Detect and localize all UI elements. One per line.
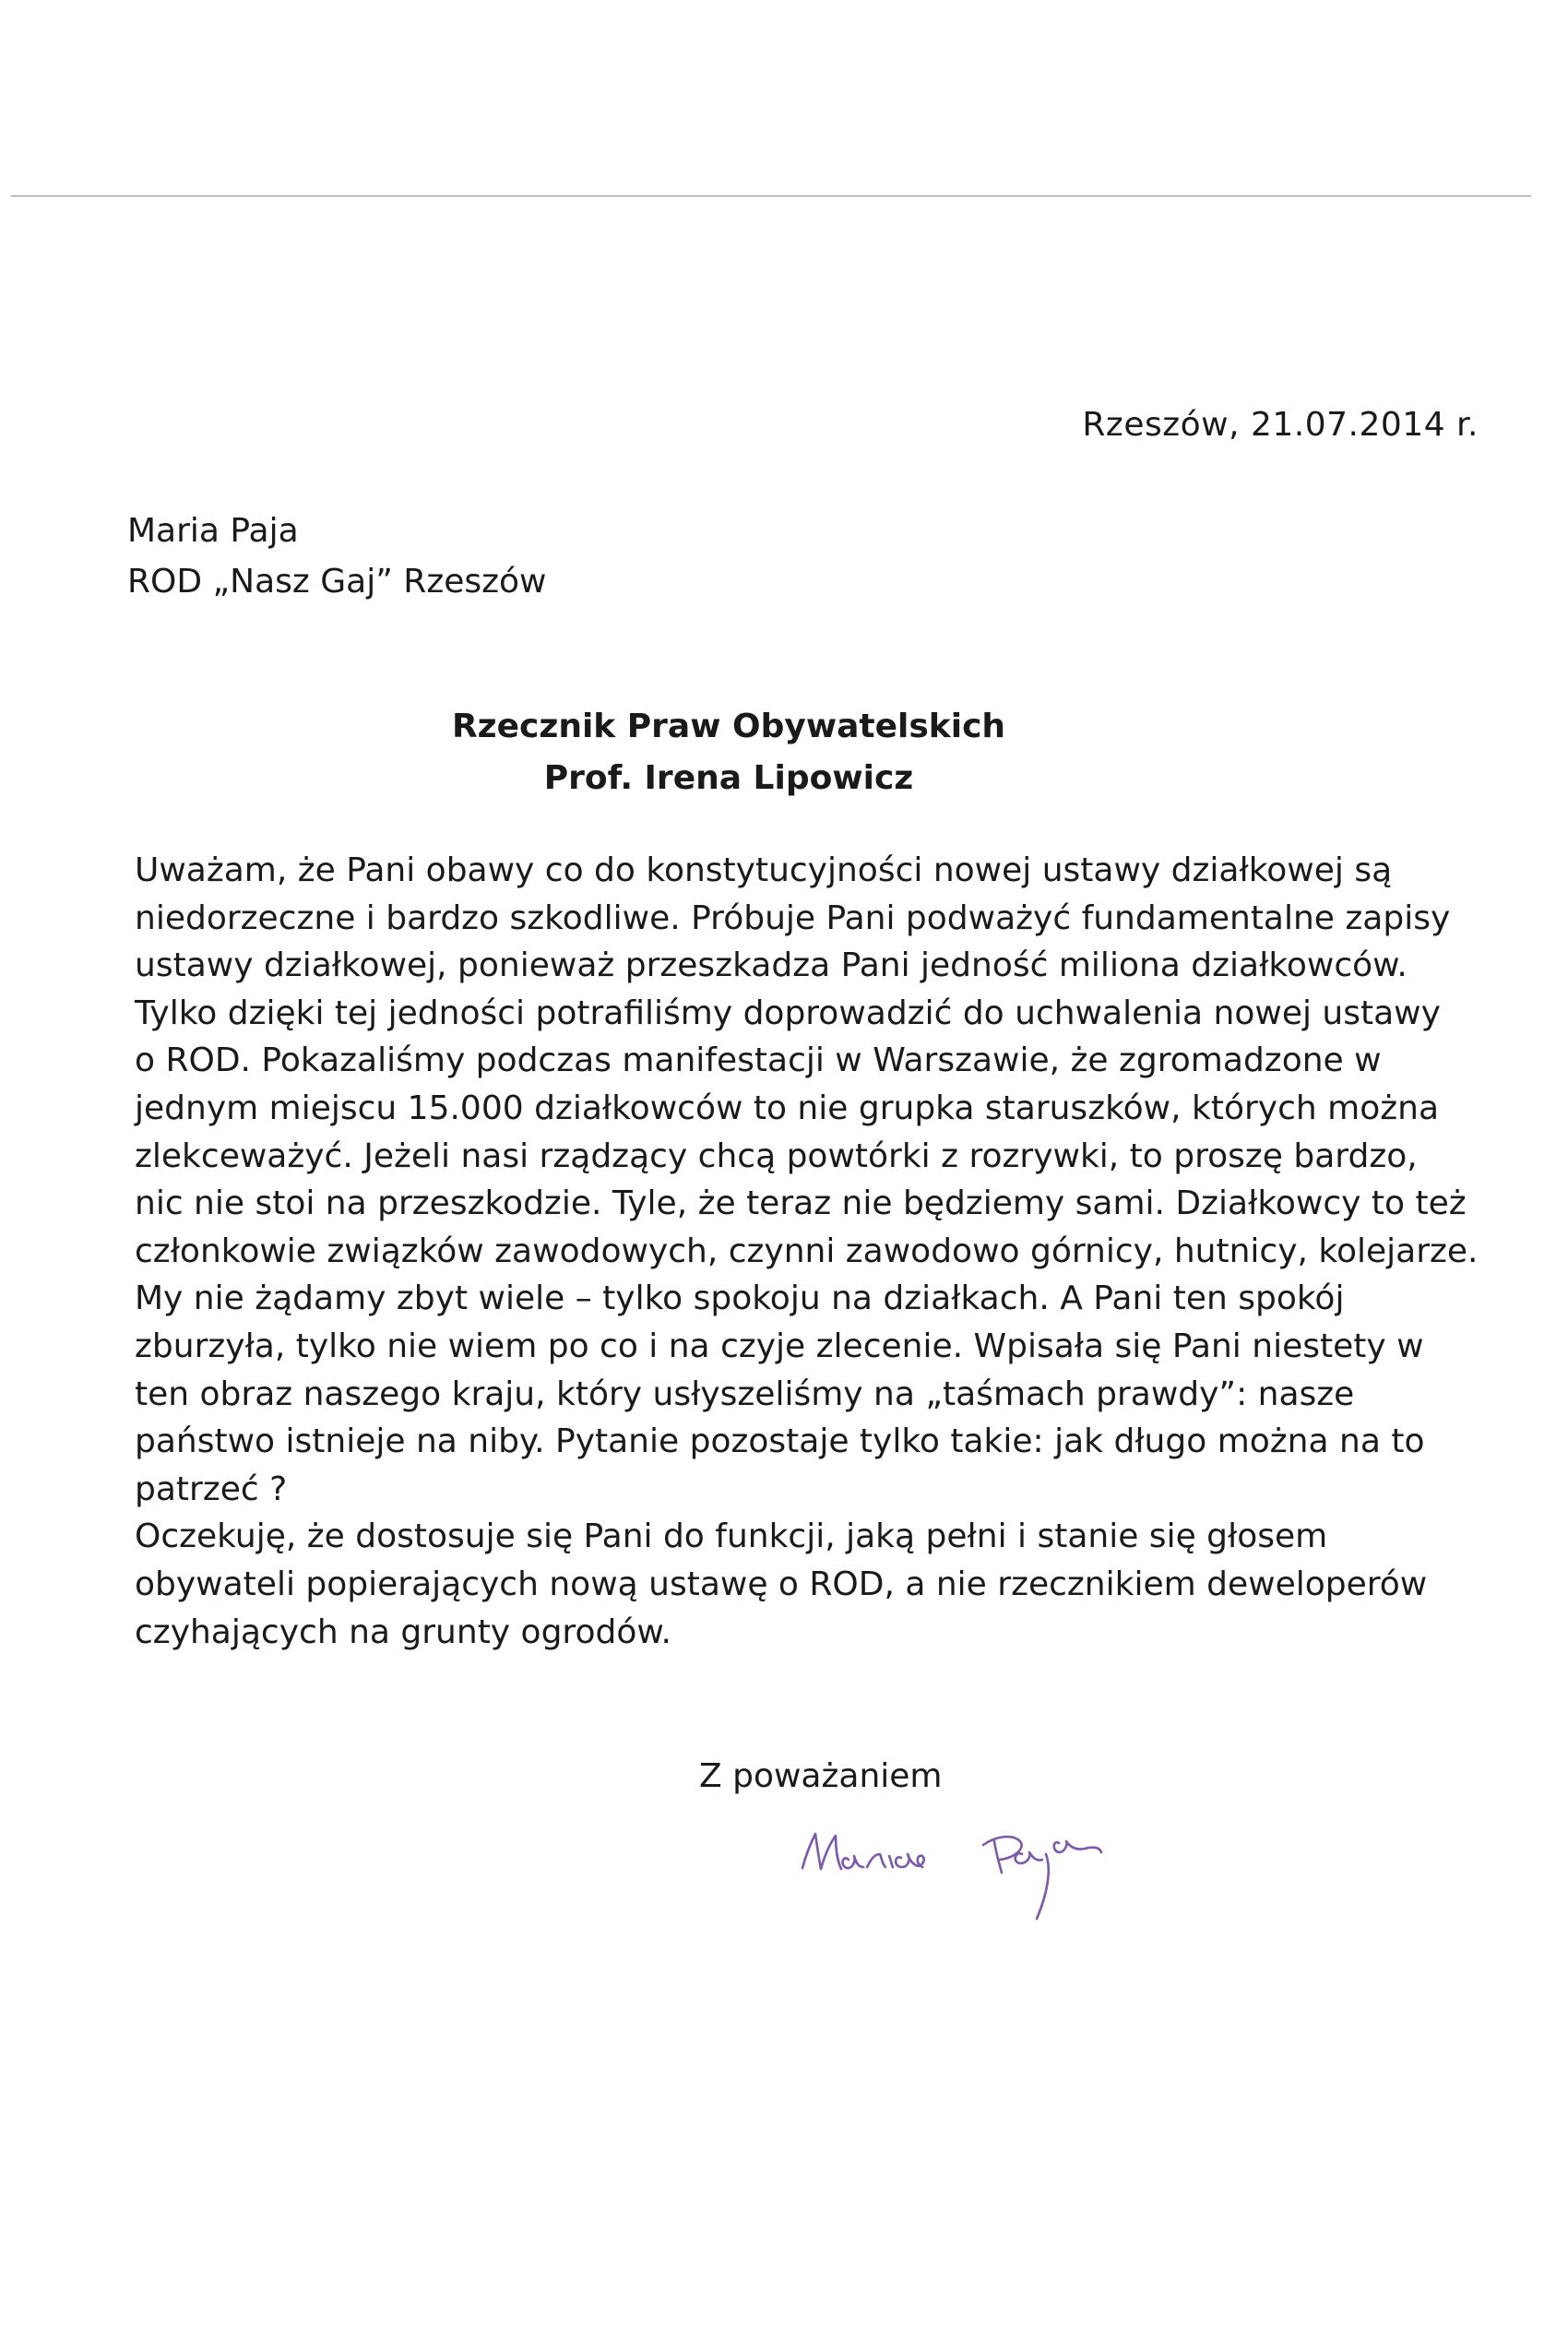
sender-name: Maria Paja <box>127 512 299 550</box>
date-line: Rzeszów, 21.07.2014 r. <box>1082 406 1479 444</box>
body-line: niedorzeczne i bardzo szkodliwe. Próbuje Pani podważyć fundamentalne zapisy <box>135 898 1451 937</box>
body-line: członkowie związków zawodowych, czynni zawodowo górnicy, hutnicy, kolejarze. <box>135 1231 1479 1270</box>
recipient-block <box>0 701 1568 804</box>
body-line: o ROD. Pokazaliśmy podczas manifestacji w Warszawie, że zgromadzone w <box>135 1041 1382 1080</box>
body-line: nic nie stoi na przeszkodzie. Tyle, że teraz nie będziemy sami. Działkowcy to też <box>135 1184 1467 1223</box>
recipient-office: Rzecznik Praw Obywatelskich <box>451 708 1006 745</box>
body-line: obywateli popierających nową ustawę o ROD, a nie rzecznikiem deweloperów <box>135 1565 1428 1603</box>
body-line: My nie żądamy zbyt wiele – tylko spokoju na działkach. A Pani ten spokój <box>135 1279 1345 1318</box>
closing-salutation: Z poważaniem <box>699 1757 943 1795</box>
body-line: jednym miejscu 15.000 działkowców to nie grupka staruszków, których można <box>135 1089 1440 1127</box>
letter-body <box>135 847 1479 1656</box>
body-line: Tylko dzięki tej jedności potrafiliśmy doprowadzić do uchwalenia nowej ustawy <box>135 993 1441 1032</box>
body-line: ustawy działkowej, ponieważ przeszkadza Pani jedność miliona działkowców. <box>135 946 1408 985</box>
body-line: Oczekuję, że dostosuje się Pani do funkcji, jaką pełni i stanie się głosem <box>135 1517 1328 1556</box>
sender-organization: ROD „Nasz Gaj” Rzeszów <box>127 563 547 601</box>
sender-block <box>127 506 546 607</box>
recipient-person: Prof. Irena Lipowicz <box>543 759 914 797</box>
handwritten-signature <box>766 1780 1171 1928</box>
body-line: państwo istnieje na niby. Pytanie pozostaje tylko takie: jak długo można na to <box>135 1422 1425 1461</box>
body-line: czyhających na grunty ogrodów. <box>135 1612 671 1651</box>
body-line: zlekceważyć. Jeżeli nasi rządzący chcą powtórki z rozrywki, to proszę bardzo, <box>135 1136 1418 1175</box>
body-line: ten obraz naszego kraju, który usłyszeliśmy na „taśmach prawdy”: nasze <box>135 1374 1355 1413</box>
body-line: patrzeć ? <box>135 1469 288 1508</box>
body-line: zburzyła, tylko nie wiem po co i na czyje zlecenie. Wpisała się Pani niestety w <box>135 1327 1424 1365</box>
body-line: Uważam, że Pani obawy co do konstytucyjności nowej ustawy działkowej są <box>135 851 1393 889</box>
